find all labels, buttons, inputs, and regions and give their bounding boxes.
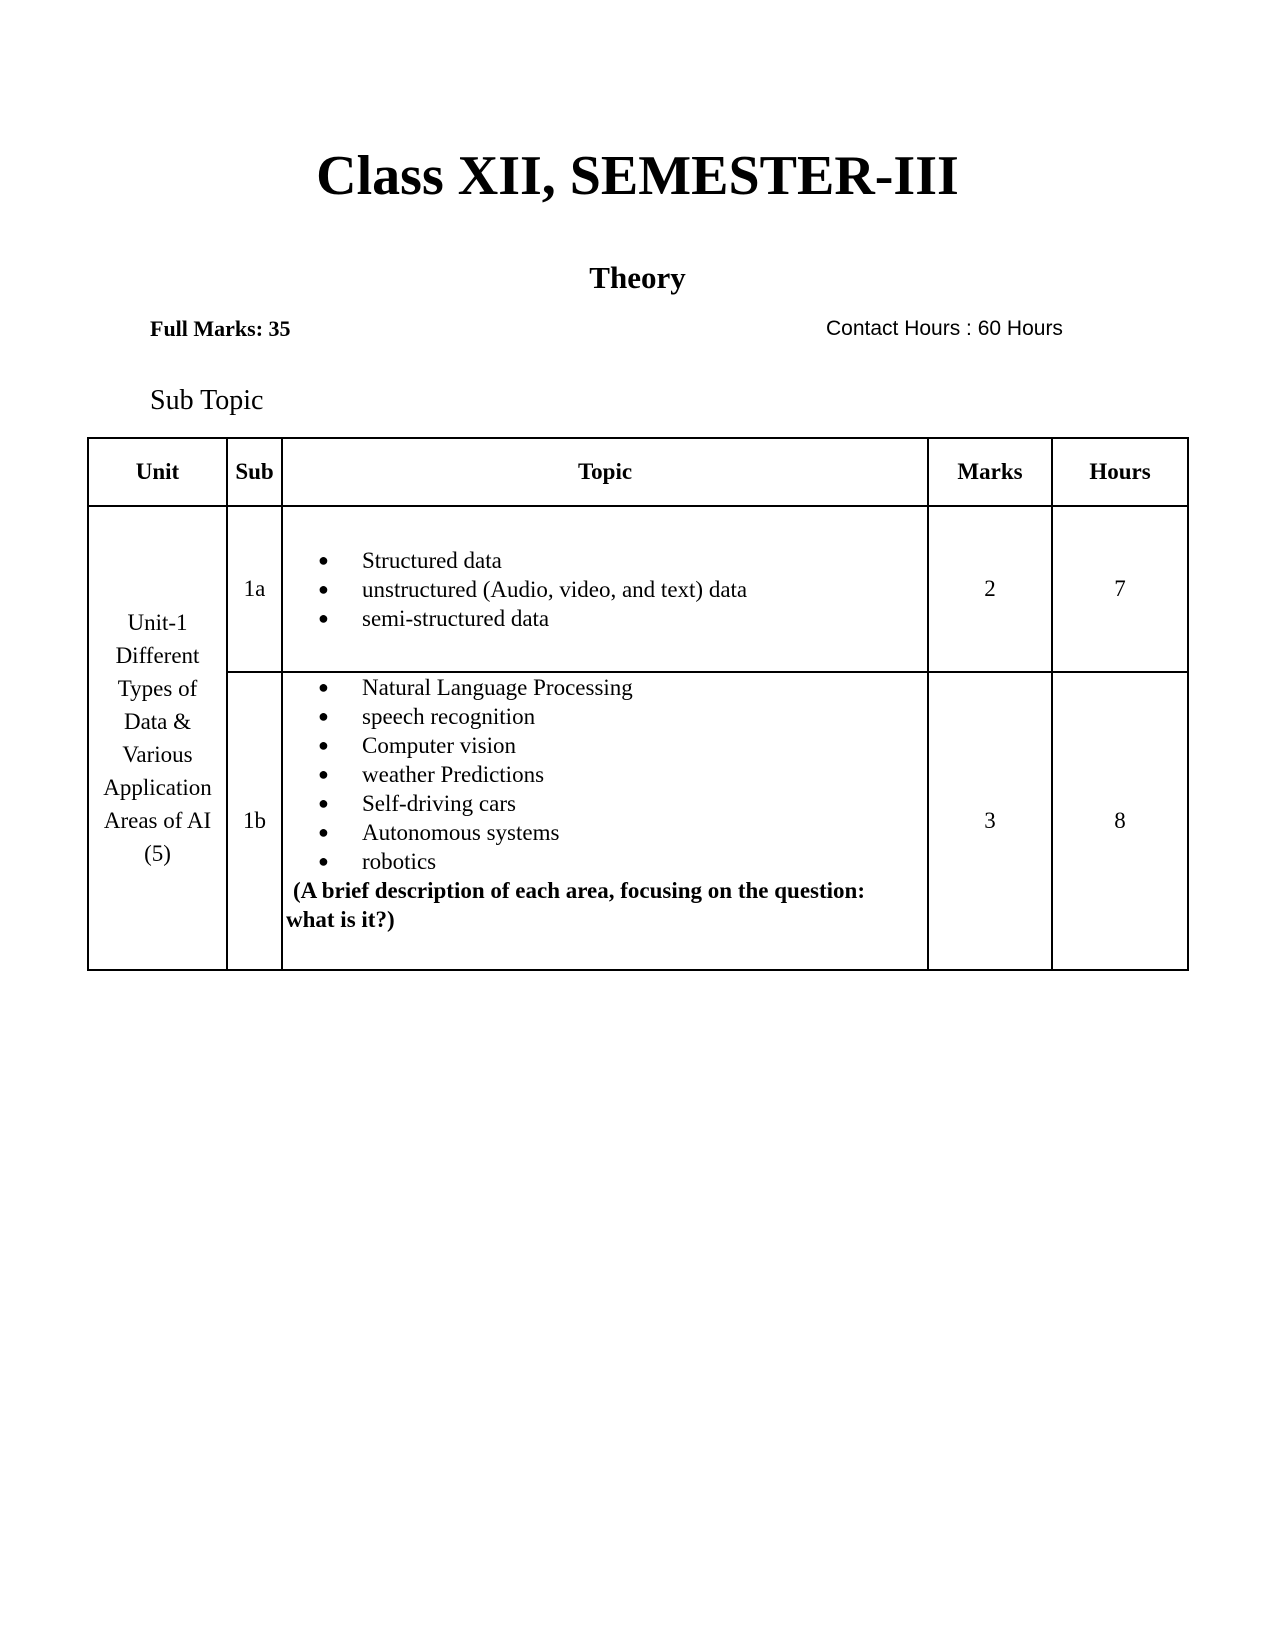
column-header-hours: Hours	[1052, 438, 1188, 506]
contact-hours-label: Contact Hours : 60 Hours	[826, 317, 1063, 340]
topic-item: ● Structured data	[318, 546, 927, 575]
table-header-row	[88, 438, 1188, 506]
topic-list	[283, 546, 927, 633]
topic-note-line: what is it?)	[286, 907, 395, 932]
unit-line: Various	[122, 742, 193, 767]
table-row	[88, 672, 1188, 970]
column-header-unit: Unit	[88, 438, 227, 506]
hours-cell: 8	[1052, 672, 1188, 970]
topic-item: ● unstructured (Audio, video, and text) data	[318, 575, 927, 604]
topic-item: ● robotics	[318, 847, 927, 876]
topic-item: ● weather Predictions	[318, 760, 927, 789]
marks-cell: 2	[928, 506, 1052, 672]
unit-line: Unit-1	[127, 610, 188, 635]
topic-item: ● Self-driving cars	[318, 789, 927, 818]
topic-note-line: (A brief description of each area, focusing on the question:	[293, 878, 866, 903]
topic-cell	[282, 672, 928, 970]
unit-line: Different	[115, 643, 200, 668]
unit-line: Application	[103, 775, 212, 800]
topic-list	[283, 673, 927, 876]
unit-line: Areas of AI	[103, 808, 212, 833]
topic-cell	[282, 506, 928, 672]
topic-note	[283, 876, 927, 934]
column-header-topic: Topic	[282, 438, 928, 506]
column-header-sub: Sub	[227, 438, 282, 506]
hours-cell: 7	[1052, 506, 1188, 672]
topic-item: ● semi-structured data	[318, 604, 927, 633]
table-row	[88, 506, 1188, 672]
topic-item: ● speech recognition	[318, 702, 927, 731]
page-title: Class XII, SEMESTER-III	[316, 145, 959, 207]
section-subtitle: Theory	[589, 260, 686, 295]
topic-item: ● Natural Language Processing	[318, 673, 927, 702]
topic-item: ● Autonomous systems	[318, 818, 927, 847]
marks-cell: 3	[928, 672, 1052, 970]
unit-line: Types of	[117, 676, 198, 701]
column-header-marks: Marks	[928, 438, 1052, 506]
unit-line: (5)	[144, 841, 171, 866]
sub-topic-heading: Sub Topic	[150, 385, 264, 416]
sub-cell: 1a	[227, 506, 282, 672]
unit-line: Data &	[123, 709, 192, 734]
unit-cell	[88, 506, 227, 970]
sub-cell: 1b	[227, 672, 282, 970]
topic-item: ● Computer vision	[318, 731, 927, 760]
full-marks-label: Full Marks: 35	[150, 316, 291, 341]
syllabus-table	[87, 437, 1189, 971]
